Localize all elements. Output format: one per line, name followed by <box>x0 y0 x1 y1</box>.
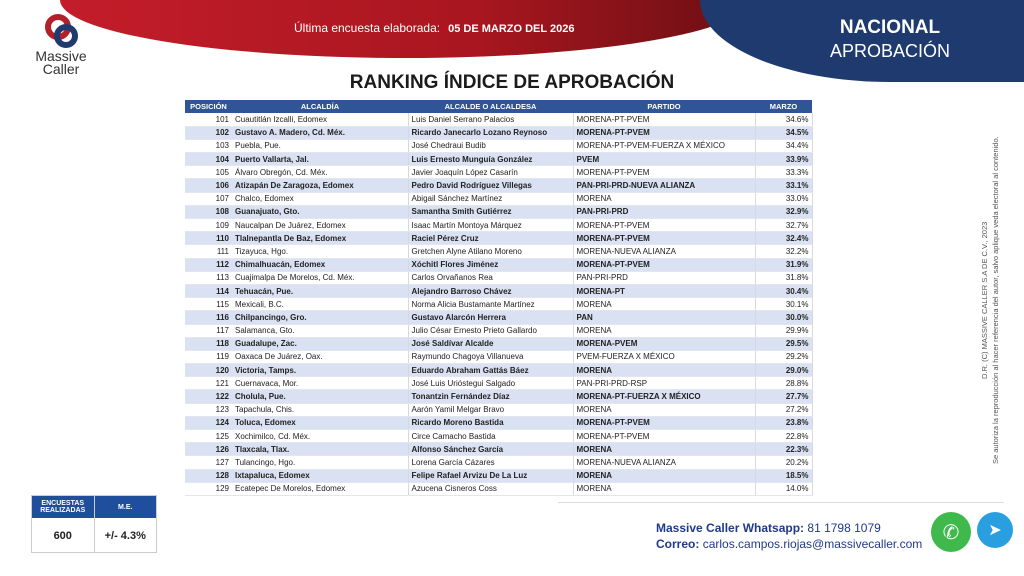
cell-municipality: Tlalnepantla De Baz, Edomex <box>232 232 408 245</box>
cell-mayor: Ricardo Moreno Bastida <box>408 416 573 429</box>
cell-position: 123 <box>185 403 232 416</box>
cell-march: 30.1% <box>755 298 812 311</box>
cell-party: PVEM-FUERZA X MÉXICO <box>573 350 755 363</box>
cell-mayor: Lorena García Cázares <box>408 456 573 469</box>
cell-mayor: Gustavo Alarcón Herrera <box>408 311 573 324</box>
cell-party: MORENA-PT-PVEM-FUERZA X MÉXICO <box>573 139 755 152</box>
cell-municipality: Naucalpan De Juárez, Edomex <box>232 219 408 232</box>
table-row <box>185 337 812 350</box>
cell-municipality: Toluca, Edomex <box>232 416 408 429</box>
cell-position: 119 <box>185 350 232 363</box>
cell-position: 106 <box>185 179 232 192</box>
cell-party: MORENA <box>573 403 755 416</box>
cell-municipality: Tlaxcala, Tlax. <box>232 443 408 456</box>
legal-notice <box>979 110 1001 490</box>
cell-mayor: Raciel Pérez Cruz <box>408 232 573 245</box>
table-row <box>185 430 812 443</box>
cell-mayor: José Saldívar Alcalde <box>408 337 573 350</box>
cell-mayor: Ricardo Janecarlo Lozano Reynoso <box>408 126 573 139</box>
whatsapp-label: Massive Caller Whatsapp: <box>656 521 805 535</box>
cell-party: MORENA-PT-PVEM <box>573 416 755 429</box>
cell-position: 102 <box>185 126 232 139</box>
cell-municipality: Guadalupe, Zac. <box>232 337 408 350</box>
surveys-label: ENCUESTAS REALIZADAS <box>32 496 95 518</box>
cell-march: 33.1% <box>755 179 812 192</box>
cell-position: 111 <box>185 245 232 258</box>
cell-march: 31.8% <box>755 271 812 284</box>
cell-position: 113 <box>185 271 232 284</box>
cell-march: 32.4% <box>755 232 812 245</box>
divider <box>558 502 1004 503</box>
cell-municipality: Oaxaca De Juárez, Oax. <box>232 350 408 363</box>
column-header-party: PARTIDO <box>573 100 755 113</box>
cell-party: PAN-PRI-PRD <box>573 271 755 284</box>
cell-municipality: Atizapán De Zaragoza, Edomex <box>232 179 408 192</box>
me-label: M.E. <box>118 503 133 511</box>
table-row <box>185 324 812 337</box>
table-row <box>185 258 812 271</box>
cell-municipality: Cholula, Pue. <box>232 390 408 403</box>
page-title: RANKING ÍNDICE DE APROBACIÓN <box>349 72 675 93</box>
column-header-march: MARZO <box>755 100 812 113</box>
contact-info <box>656 520 922 552</box>
table-row <box>185 219 812 232</box>
cell-municipality: Álvaro Obregón, Cd. Méx. <box>232 166 408 179</box>
cell-mayor: Pedro David Rodríguez Villegas <box>408 179 573 192</box>
cell-municipality: Puebla, Pue. <box>232 139 408 152</box>
email-label: Correo: <box>656 537 700 551</box>
cell-municipality: Gustavo A. Madero, Cd. Méx. <box>232 126 408 139</box>
cell-party: MORENA <box>573 469 755 482</box>
cell-position: 127 <box>185 456 232 469</box>
cell-position: 129 <box>185 482 232 495</box>
cell-position: 110 <box>185 232 232 245</box>
cell-march: 27.7% <box>755 390 812 403</box>
cell-march: 30.0% <box>755 311 812 324</box>
cell-municipality: Guanajuato, Gto. <box>232 205 408 218</box>
cell-municipality: Mexicali, B.C. <box>232 298 408 311</box>
cell-party: MORENA-PT-PVEM <box>573 113 755 126</box>
table-row <box>185 245 812 258</box>
cell-mayor: Azucena Cisneros Coss <box>408 482 573 495</box>
cell-party: MORENA-NUEVA ALIANZA <box>573 456 755 469</box>
table-row <box>185 364 812 377</box>
cell-mayor: Samantha Smith Gutiérrez <box>408 205 573 218</box>
cell-mayor: Abigail Sánchez Martínez <box>408 192 573 205</box>
column-header-municipality: ALCALDÍA <box>232 100 408 113</box>
cell-municipality: Cuajimalpa De Morelos, Cd. Méx. <box>232 271 408 284</box>
cell-municipality: Chalco, Edomex <box>232 192 408 205</box>
survey-date-line <box>294 21 574 35</box>
table-row <box>185 153 812 166</box>
cell-mayor: Felipe Rafael Arvizu De La Luz <box>408 469 573 482</box>
table-row <box>185 271 812 284</box>
cell-municipality: Salamanca, Gto. <box>232 324 408 337</box>
table-row <box>185 456 812 469</box>
cell-mayor: Aarón Yamil Melgar Bravo <box>408 403 573 416</box>
cell-mayor: Eduardo Abraham Gattás Báez <box>408 364 573 377</box>
cell-march: 22.8% <box>755 430 812 443</box>
stats-box <box>31 495 157 553</box>
cell-municipality: Ixtapaluca, Edomex <box>232 469 408 482</box>
logo <box>30 12 92 76</box>
cell-march: 22.3% <box>755 443 812 456</box>
cell-march: 32.2% <box>755 245 812 258</box>
table-row <box>185 179 812 192</box>
cell-municipality: Tapachula, Chis. <box>232 403 408 416</box>
cell-position: 126 <box>185 443 232 456</box>
cell-party: MORENA <box>573 192 755 205</box>
cell-position: 120 <box>185 364 232 377</box>
cell-march: 27.2% <box>755 403 812 416</box>
cell-mayor: Luis Ernesto Munguía González <box>408 153 573 166</box>
email-link[interactable]: carlos.campos.riojas@massivecaller.com <box>702 537 923 551</box>
cell-party: MORENA-PT-PVEM <box>573 232 755 245</box>
cell-party: PAN <box>573 311 755 324</box>
cell-party: MORENA-PT <box>573 284 755 297</box>
cell-march: 31.9% <box>755 258 812 271</box>
cell-position: 104 <box>185 153 232 166</box>
cell-mayor: Circe Camacho Bastida <box>408 430 573 443</box>
cell-municipality: Cuernavaca, Mor. <box>232 377 408 390</box>
cell-position: 118 <box>185 337 232 350</box>
cell-position: 117 <box>185 324 232 337</box>
legal-line-1: D.R. (C) MASSIVE CALLER S.A DE C.V., 2023 <box>980 221 989 379</box>
cell-march: 29.2% <box>755 350 812 363</box>
logo-mark-icon <box>41 12 81 50</box>
logo-text-2: Caller <box>42 61 80 77</box>
cell-march: 29.5% <box>755 337 812 350</box>
table-row <box>185 416 812 429</box>
cell-march: 29.0% <box>755 364 812 377</box>
cell-party: PAN-PRI-PRD-RSP <box>573 377 755 390</box>
table-row <box>185 350 812 363</box>
cell-position: 116 <box>185 311 232 324</box>
cell-party: MORENA <box>573 298 755 311</box>
cell-municipality: Tizayuca, Hgo. <box>232 245 408 258</box>
table-row <box>185 232 812 245</box>
cell-municipality: Victoria, Tamps. <box>232 364 408 377</box>
cell-mayor: Luis Daniel Serrano Palacios <box>408 113 573 126</box>
cell-mayor: Gretchen Alyne Atilano Moreno <box>408 245 573 258</box>
cell-position: 101 <box>185 113 232 126</box>
cell-municipality: Tulancingo, Hgo. <box>232 456 408 469</box>
cell-mayor: Carlos Orvañanos Rea <box>408 271 573 284</box>
cell-march: 33.9% <box>755 153 812 166</box>
cell-position: 128 <box>185 469 232 482</box>
cell-party: PAN-PRI-PRD-NUEVA ALIANZA <box>573 179 755 192</box>
cell-position: 109 <box>185 219 232 232</box>
logo-text-1: Massive <box>35 48 87 64</box>
subject: APROBACIÓN <box>829 41 951 61</box>
cell-mayor: Raymundo Chagoya Villanueva <box>408 350 573 363</box>
table-row <box>185 469 812 482</box>
cell-march: 30.4% <box>755 284 812 297</box>
cell-position: 105 <box>185 166 232 179</box>
table-row <box>185 298 812 311</box>
whatsapp-icon[interactable]: ✆ <box>931 512 971 552</box>
column-header-position: POSICIÓN <box>185 100 232 113</box>
cell-party: MORENA-PT-PVEM <box>573 219 755 232</box>
cell-march: 14.0% <box>755 482 812 495</box>
table-row <box>185 166 812 179</box>
cell-party: MORENA-PT-PVEM <box>573 430 755 443</box>
cell-party: MORENA <box>573 443 755 456</box>
table-row <box>185 139 812 152</box>
cell-march: 34.4% <box>755 139 812 152</box>
surveys-value: 600 <box>32 518 95 553</box>
cell-position: 125 <box>185 430 232 443</box>
cell-march: 23.8% <box>755 416 812 429</box>
table-row <box>185 482 812 495</box>
cell-march: 28.8% <box>755 377 812 390</box>
cell-march: 34.5% <box>755 126 812 139</box>
cell-march: 33.3% <box>755 166 812 179</box>
cell-march: 20.2% <box>755 456 812 469</box>
legal-line-2: Se autoriza la reproducción al hacer referencia del autor, salvo aplique veda electoral al contenido. <box>991 136 1000 464</box>
cell-mayor: Tonantzin Fernández Díaz <box>408 390 573 403</box>
cell-mayor: Norma Alicia Bustamante Martínez <box>408 298 573 311</box>
cell-mayor: Isaac Martín Montoya Márquez <box>408 219 573 232</box>
cell-party: MORENA-PVEM <box>573 337 755 350</box>
cell-municipality: Cuautitlán Izcalli, Edomex <box>232 113 408 126</box>
table-row <box>185 284 812 297</box>
cell-march: 29.9% <box>755 324 812 337</box>
cell-municipality: Chimalhuacán, Edomex <box>232 258 408 271</box>
cell-mayor: José Luis Urióstegui Salgado <box>408 377 573 390</box>
cell-party: MORENA <box>573 324 755 337</box>
cell-party: PVEM <box>573 153 755 166</box>
table-row <box>185 390 812 403</box>
cell-position: 112 <box>185 258 232 271</box>
table-row <box>185 113 812 126</box>
cell-march: 33.0% <box>755 192 812 205</box>
table-row <box>185 311 812 324</box>
cell-party: MORENA <box>573 364 755 377</box>
survey-label: Última encuesta elaborada: <box>294 21 441 35</box>
cell-municipality: Chilpancingo, Gro. <box>232 311 408 324</box>
cell-position: 122 <box>185 390 232 403</box>
cell-mayor: Julio César Ernesto Prieto Gallardo <box>408 324 573 337</box>
scope: NACIONAL <box>839 17 941 38</box>
table-row <box>185 192 812 205</box>
cell-party: MORENA-NUEVA ALIANZA <box>573 245 755 258</box>
me-value: +/- 4.3% <box>104 529 146 542</box>
table-row <box>185 126 812 139</box>
cell-march: 18.5% <box>755 469 812 482</box>
cell-position: 114 <box>185 284 232 297</box>
table-row <box>185 403 812 416</box>
cell-position: 121 <box>185 377 232 390</box>
cell-party: MORENA-PT-PVEM <box>573 126 755 139</box>
cell-position: 103 <box>185 139 232 152</box>
cell-mayor: José Chedraui Budib <box>408 139 573 152</box>
cell-march: 32.9% <box>755 205 812 218</box>
survey-date: 05 DE MARZO DEL 2026 <box>448 23 575 35</box>
cell-municipality: Xochimilco, Cd. Méx. <box>232 430 408 443</box>
cell-party: MORENA <box>573 482 755 495</box>
cell-march: 32.7% <box>755 219 812 232</box>
cell-position: 115 <box>185 298 232 311</box>
column-header-mayor: ALCALDE O ALCALDESA <box>408 100 573 113</box>
cell-municipality: Tehuacán, Pue. <box>232 284 408 297</box>
cell-mayor: Alfonso Sánchez García <box>408 443 573 456</box>
whatsapp-number[interactable]: 81 1798 1079 <box>807 521 881 535</box>
cell-position: 124 <box>185 416 232 429</box>
cell-position: 107 <box>185 192 232 205</box>
cell-party: PAN-PRI-PRD <box>573 205 755 218</box>
table-row <box>185 443 812 456</box>
table-row <box>185 205 812 218</box>
cell-party: MORENA-PT-PVEM <box>573 258 755 271</box>
ranking-table <box>185 100 813 496</box>
table-row <box>185 377 812 390</box>
cell-mayor: Xóchitl Flores Jiménez <box>408 258 573 271</box>
cell-municipality: Ecatepec De Morelos, Edomex <box>232 482 408 495</box>
cell-mayor: Javier Joaquín López Casarín <box>408 166 573 179</box>
cell-mayor: Alejandro Barroso Chávez <box>408 284 573 297</box>
cell-party: MORENA-PT-PVEM <box>573 166 755 179</box>
cell-position: 108 <box>185 205 232 218</box>
cell-march: 34.6% <box>755 113 812 126</box>
cell-municipality: Puerto Vallarta, Jal. <box>232 153 408 166</box>
telegram-icon[interactable]: ➤ <box>977 512 1013 548</box>
scope-block <box>800 17 980 62</box>
cell-party: MORENA-PT-FUERZA X MÉXICO <box>573 390 755 403</box>
